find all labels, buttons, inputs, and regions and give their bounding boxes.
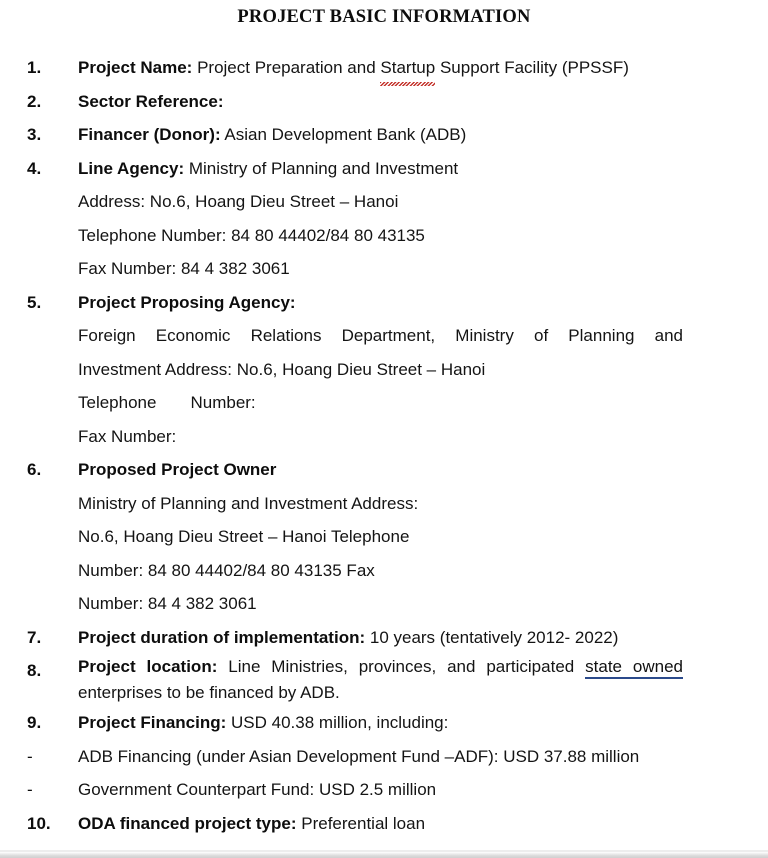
item-number: 8. xyxy=(27,661,42,681)
item-subline: Fax Number: 84 4 382 3061 xyxy=(78,259,290,279)
item-content xyxy=(78,773,683,807)
list-item-3 xyxy=(27,118,683,152)
item-line xyxy=(78,807,683,841)
item-number: 10. xyxy=(27,813,51,833)
item-content xyxy=(78,286,683,454)
bullet-item-1 xyxy=(27,740,683,774)
bullet-marker: - xyxy=(27,746,33,766)
item-number: 2. xyxy=(27,91,42,111)
item-number: 5. xyxy=(27,292,42,312)
bullet-item-2 xyxy=(27,773,683,807)
bullet-text: ADB Financing (under Asian Development Fund –ADF): USD 37.88 million xyxy=(78,746,640,766)
item-subline: Ministry of Planning and Investment Address: xyxy=(78,493,419,513)
list-item-8 xyxy=(27,654,683,706)
item-line xyxy=(78,706,683,740)
item-subline: No.6, Hoang Dieu Street – Hanoi Telephone xyxy=(78,527,410,547)
telephone-label: Telephone xyxy=(78,393,157,413)
item-number: 6. xyxy=(27,460,42,480)
item-line xyxy=(78,152,683,186)
underlined-phrase[interactable]: state owned xyxy=(585,657,683,679)
item-subline-justified: Foreign Economic Relations Department, Ministry of Planning and xyxy=(78,326,683,346)
item-value-part-2: enterprises to be financed by ADB. xyxy=(78,683,340,703)
item-line xyxy=(78,286,683,320)
item-value: Asian Development Bank (ADB) xyxy=(224,125,467,145)
item-label: Project Financing: xyxy=(78,713,227,733)
item-value: 10 years (tentatively 2012- 2022) xyxy=(369,627,619,647)
item-number: 1. xyxy=(27,58,42,78)
item-value-prefix: Project Preparation and xyxy=(197,58,381,78)
list-item-1 xyxy=(27,51,683,85)
bullet-text: Government Counterpart Fund: USD 2.5 million xyxy=(78,780,437,800)
telephone-value: Number: xyxy=(190,393,256,413)
item-subline: Number: 84 80 44402/84 80 43135 Fax xyxy=(78,560,375,580)
item-content xyxy=(78,706,683,740)
item-subline-telephone xyxy=(78,386,683,420)
item-label: Line Agency: xyxy=(78,158,185,178)
item-subline-fax: Fax Number: xyxy=(78,426,177,446)
item-label: Proposed Project Owner xyxy=(78,460,277,480)
item-line xyxy=(78,453,683,487)
item-line xyxy=(78,621,683,655)
item-value: USD 40.38 million, including: xyxy=(231,713,449,733)
scan-edge-shadow xyxy=(0,852,768,858)
item-label: Sector Reference: xyxy=(78,91,224,111)
spellcheck-word: Startup xyxy=(380,51,435,85)
item-label: Project duration of implementation: xyxy=(78,627,366,647)
item-subline: Investment Address: No.6, Hoang Dieu Street – Hanoi xyxy=(78,359,486,379)
item-content xyxy=(78,85,683,119)
item-value-suffix: Support Facility (PPSSF) xyxy=(435,58,629,78)
item-subline: Telephone Number: 84 80 44402/84 80 43135 xyxy=(78,225,425,245)
item-content xyxy=(78,621,683,655)
item-number: 3. xyxy=(27,125,42,145)
item-number: 4. xyxy=(27,158,42,178)
bullet-marker: - xyxy=(27,780,33,800)
list-item-4 xyxy=(27,152,683,286)
item-value: Preferential loan xyxy=(301,813,426,833)
item-label: Project location: xyxy=(78,657,218,677)
list-item-6 xyxy=(27,453,683,621)
item-number: 9. xyxy=(27,713,42,733)
item-content xyxy=(78,453,683,621)
item-label: Financer (Donor): xyxy=(78,125,221,145)
item-line xyxy=(78,51,683,85)
list-item-2 xyxy=(27,85,683,119)
item-value-part-1: Line Ministries, provinces, and participated xyxy=(228,657,575,677)
item-content xyxy=(78,51,683,85)
item-content xyxy=(78,740,683,774)
item-line xyxy=(78,118,683,152)
item-subline: Address: No.6, Hoang Dieu Street – Hanoi xyxy=(78,192,399,212)
item-content xyxy=(78,654,683,706)
item-content xyxy=(78,118,683,152)
list-item-10 xyxy=(27,807,683,841)
item-label: Project Name: xyxy=(78,58,193,78)
item-line xyxy=(78,654,683,706)
numbered-list xyxy=(0,27,768,840)
list-item-9 xyxy=(27,706,683,740)
item-value: Ministry of Planning and Investment xyxy=(188,158,459,178)
item-content xyxy=(78,152,683,286)
item-number: 7. xyxy=(27,627,42,647)
item-content xyxy=(78,807,683,841)
list-item-5 xyxy=(27,286,683,454)
item-line xyxy=(78,85,683,119)
item-label: Project Proposing Agency: xyxy=(78,292,296,312)
item-subline: Number: 84 4 382 3061 xyxy=(78,594,257,614)
page-title: PROJECT BASIC INFORMATION xyxy=(237,7,531,27)
list-item-7 xyxy=(27,621,683,655)
item-label: ODA financed project type: xyxy=(78,813,297,833)
